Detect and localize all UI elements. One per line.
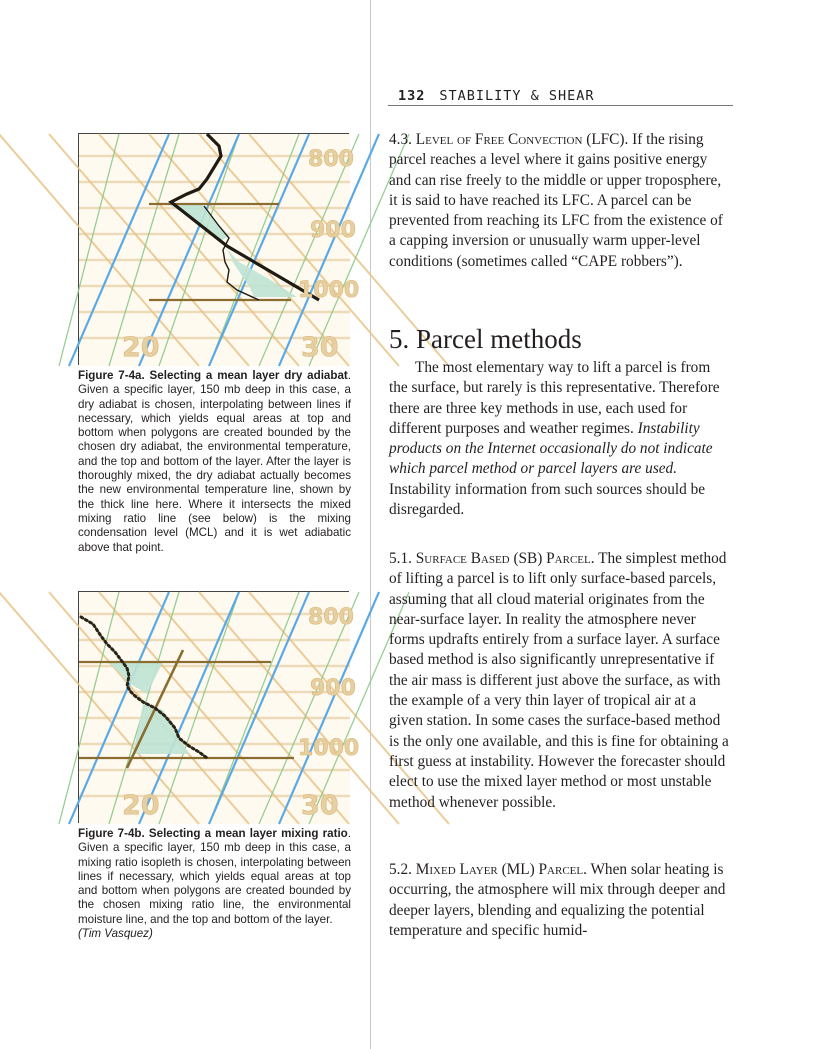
surface-based-paragraph (389, 549, 732, 813)
caption-title-a: Figure 7-4a. Selecting a mean layer dry adiabat (78, 369, 348, 382)
skewt-diagram-b (79, 592, 360, 824)
label-20-a: 20 (122, 332, 160, 363)
ml-heading: Mixed Layer (ML) Parcel. (415, 861, 587, 878)
label-30-a: 30 (301, 332, 339, 363)
figure-7-4a (78, 133, 360, 365)
label-1000-b: 1000 (298, 736, 360, 761)
figure-7-4b (78, 591, 360, 823)
skewt-diagram-a (79, 134, 360, 366)
ml-text: When solar heating is occurring, the atmosphere will mix through deeper and deeper layers, blending and equalizing the potential temperature and specific humid- (389, 861, 726, 939)
lfc-abbr: (LFC). (586, 131, 629, 148)
label-900-b: 900 (310, 676, 356, 701)
lfc-paragraph (389, 130, 732, 272)
label-1000-a: 1000 (298, 278, 360, 303)
section-5-italic: Instability products on the Internet occasionally do not indicate which parcel method or parcel layers are used. (389, 419, 713, 478)
sb-text: The simplest method of lifting a parcel is to lift only surface-based parcels, assuming that all cloud material originates from the near-surface layer. In reality the atmosphere never forms updrafts entirely from a surface layer. A surface based method is also significantly unrepresentative if the air mass is different just above the surface, as with the example of a very thin layer of tropical air at a given station. In some cases the surface-based method is the only one available, and this is fine for obtaining a first guess at instability. However the forecaster should elect to use the mixed layer method or most unstable method whenever possible. (389, 550, 729, 811)
label-20-b: 20 (122, 790, 160, 821)
figure-credit: (Tim Vasquez) (78, 927, 153, 941)
caption-text-a: . Given a specific layer, 150 mb deep in this case, a dry adiabat is chosen, interpolating between lines if necessary, which yields equal areas at top and bottom when polygons are created bounded by the chosen dry adiabat, the environmental temperature, and the top and bottom of the layer. After the layer is thoroughly mixed, the dry adiabat actually becomes the new environmental temperature line, shown by the thick line here. Where it intersects the mixed mixing ratio line (see below) is the mixing condensation level (MCL) and it is wet adiabatic above that point. (78, 369, 351, 554)
section-5-text: The most elementary way to lift a parcel is from the surface, but rarely is this representative. Therefore there are three key methods in use, each used for different purposes and weather regimes. (389, 359, 720, 437)
caption-title-b: Figure 7-4b. Selecting a mean layer mixing ratio (78, 827, 348, 840)
section-5-paragraph (389, 358, 732, 520)
running-header (398, 88, 732, 104)
sb-heading: Surface Based (SB) Parcel. (415, 550, 595, 567)
label-30-b: 30 (301, 790, 339, 821)
sb-number: 5.1. (389, 550, 412, 567)
lfc-text: If the rising parcel reaches a level where it gains positive energy and can rise freely to the middle or upper troposphere, it is said to have reached its LFC. A parcel can be prevented from reaching its LFC from the existence of a capping inversion or unusually warm upper-level conditions (sometimes called “CAPE robbers”). (389, 131, 723, 270)
page-number: 132 (398, 88, 426, 104)
section-5-text-end: Instability information from such sources should be disregarded. (389, 480, 706, 519)
binding-gutter-line (370, 0, 371, 1049)
mixed-layer-paragraph (389, 860, 732, 941)
lfc-heading: Level of Free Convection (415, 131, 583, 148)
ml-number: 5.2. (389, 861, 412, 878)
running-title: STABILITY & SHEAR (439, 88, 595, 104)
label-800-a: 800 (308, 147, 354, 172)
label-800-b: 800 (308, 605, 354, 630)
section-5-title: 5. Parcel methods (389, 324, 582, 354)
figure-7-4a-caption (78, 369, 351, 555)
lfc-number: 4.3. (389, 131, 412, 148)
label-900-a: 900 (310, 218, 356, 243)
caption-text-b: . Given a specific layer, 150 mb deep in this case, a mixing ratio isopleth is chosen, interpolating between lines if necessary, which yields equal areas at top and bottom when polygons are created bounded by the chosen mixing ratio line, the environmental moisture line, and the top and bottom of the layer. (78, 827, 351, 926)
figure-7-4b-caption (78, 827, 351, 941)
header-rule (388, 105, 733, 106)
